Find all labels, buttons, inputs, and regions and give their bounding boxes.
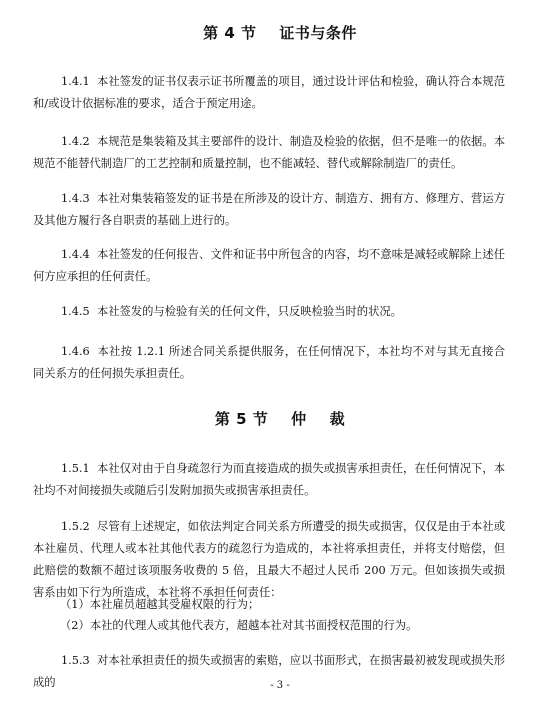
clause-number: 1.4.2 [61, 135, 90, 148]
clause-text: 本规范是集装箱及其主要部件的设计、制造及检验的依据，但不是唯一的依据。本规范不能替代制造厂的工艺控制和质量控制，也不能减轻、替代或解除制造厂的责任。 [33, 135, 505, 170]
clause-number: 1.4.5 [61, 305, 90, 318]
clause-1-4-2 [33, 131, 505, 175]
clause-number: 1.4.3 [61, 192, 90, 205]
clause-number: 1.5.1 [61, 462, 90, 475]
clause-text: 对本社承担责任的损失或损害的索赔，应以书面形式，在损害最初被发现或损失形成的 [33, 654, 505, 689]
clause-1-4-3 [33, 188, 505, 232]
clause-number: 1.4.4 [61, 248, 90, 261]
clause-text: 本社按 1.2.1 所述合同关系提供服务，在任何情况下，本社均不对与其无直接合同关系方的任何损失承担责任。 [33, 345, 505, 380]
clause-1-5-1 [33, 458, 505, 502]
clause-text: 本社签发的证书仅表示证书所覆盖的项目，通过设计评估和检验，确认符合本规范和/或设计依据标准的要求，适合于预定用途。 [33, 75, 505, 110]
clause-1-4-1 [33, 71, 505, 115]
page-number: - 3 - [270, 680, 290, 691]
clause-1-4-6 [33, 341, 505, 385]
section-4-title: 第 4 节 证书与条件 [203, 24, 357, 42]
clause-number: 1.4.6 [61, 345, 90, 358]
clause-1-5-2 [33, 516, 505, 604]
clause-1-5-2-item-1: （1）本社雇员超越其受雇权限的行为； [60, 598, 260, 611]
clause-text: 本社签发的与检验有关的任何文件，只反映检验当时的状况。 [96, 305, 402, 318]
clause-number: 1.4.1 [61, 75, 90, 88]
clause-text: 本社对集装箱签发的证书是在所涉及的设计方、制造方、拥有方、修理方、营运方及其他方履行各自职责的基础上进行的。 [33, 192, 505, 227]
clause-text: 本社仅对由于自身疏忽行为而直接造成的损失或损害承担责任，在任何情况下，本社均不对间接损失或随后引发附加损失或损害承担责任。 [33, 462, 505, 497]
clause-number: 1.5.2 [61, 520, 90, 533]
clause-1-5-2-item-2: （2）本社的代理人或其他代表方，超越本社对其书面授权范围的行为。 [60, 619, 418, 632]
clause-number: 1.5.3 [61, 654, 90, 667]
clause-text: 本社签发的任何报告、文件和证书中所包含的内容，均不意味是减轻或解除上述任何方应承担的任何责任。 [33, 248, 505, 283]
clause-text: 尽管有上述规定，如依法判定合同关系方所遭受的损失或损害，仅仅是由于本社或本社雇员、代理人或本社其他代表方的疏忽行为造成的，本社将承担责任，并将支付赔偿，但此赔偿的数额不超过该项服务收费的 5 倍，且最大不超过人民币 200 万元。但如该损失或损害系由如下行为所造成，本社将不承担任何责任： [33, 520, 505, 599]
section-5-title: 第 5 节 仲 裁 [214, 410, 346, 428]
clause-1-4-5 [33, 301, 505, 323]
clause-1-4-4 [33, 244, 505, 288]
